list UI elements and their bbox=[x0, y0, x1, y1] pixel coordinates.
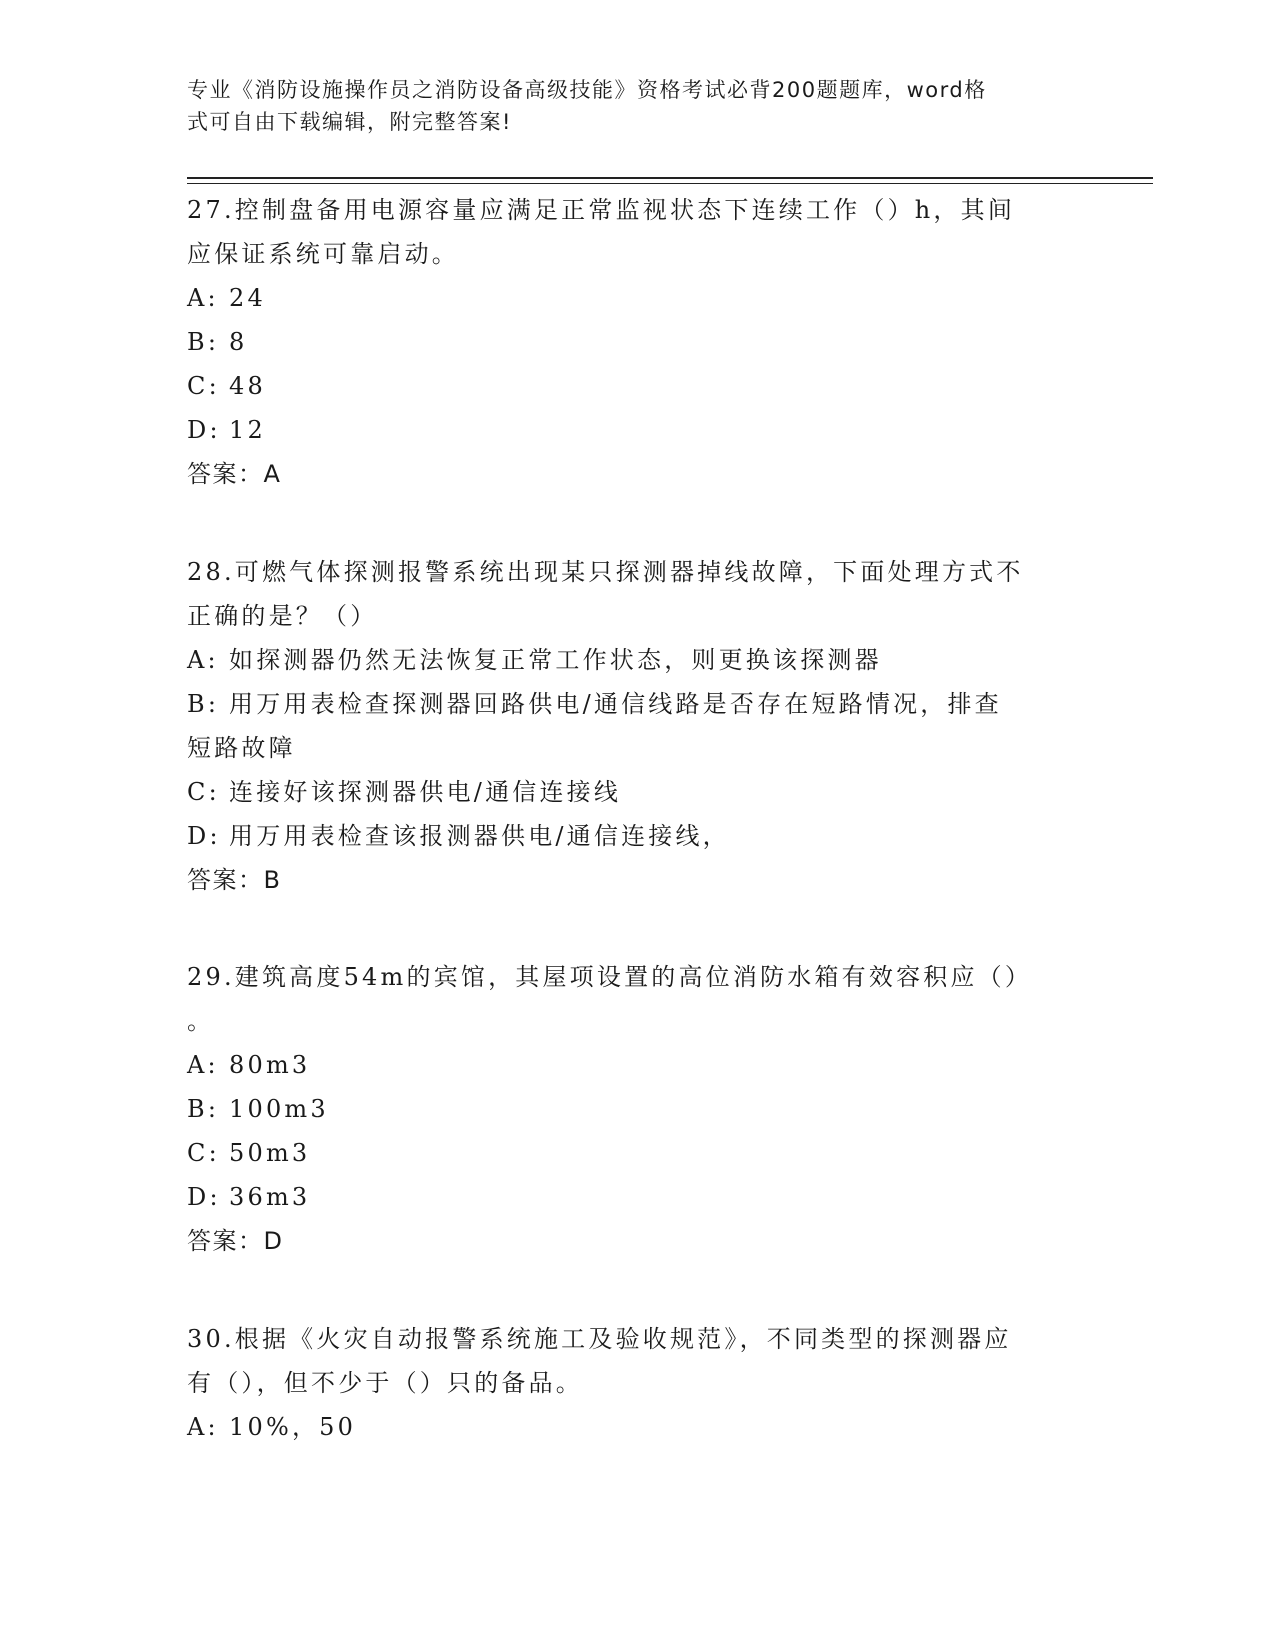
option-text: 用万用表检查该报测器供电/通信连接线， bbox=[229, 822, 730, 850]
option-text: 12 bbox=[229, 416, 266, 444]
option-text: 24 bbox=[229, 284, 266, 312]
question-stem bbox=[187, 1317, 1087, 1405]
header-divider-thin bbox=[187, 183, 1153, 184]
question-stem-line: 。 bbox=[187, 1007, 215, 1035]
option-text: 用万用表检查探测器回路供电/通信线路是否存在短路情况，排查 bbox=[229, 690, 1002, 718]
option-b bbox=[187, 320, 1087, 364]
option-label: A: bbox=[187, 1051, 219, 1079]
option-label: D: bbox=[187, 1183, 221, 1211]
question-stem-line: 28.可燃气体探测报警系统出现某只探测器掉线故障，下面处理方式不 bbox=[187, 558, 1024, 586]
option-label: C: bbox=[187, 372, 220, 400]
option-label: B: bbox=[187, 328, 220, 356]
option-label: C: bbox=[187, 778, 220, 806]
option-label: A: bbox=[187, 646, 219, 674]
option-a bbox=[187, 276, 1087, 320]
question-stem-line: 30.根据《火灾自动报警系统施工及验收规范》，不同类型的探测器应 bbox=[187, 1325, 1012, 1353]
question-29 bbox=[187, 955, 1087, 1263]
option-text: 如探测器仍然无法恢复正常工作状态，则更换该探测器 bbox=[229, 646, 882, 674]
question-stem-line: 正确的是？（） bbox=[187, 602, 378, 630]
option-text-continued: 短路故障 bbox=[187, 734, 296, 762]
option-label: A: bbox=[187, 284, 219, 312]
option-label: D: bbox=[187, 822, 221, 850]
answer: 答案：B bbox=[187, 866, 282, 894]
header-line-1: 专业《消防设施操作员之消防设备高级技能》资格考试必背200题题库，word格 bbox=[187, 78, 987, 102]
option-text: 80m3 bbox=[229, 1051, 311, 1079]
question-stem-line: 应保证系统可靠启动。 bbox=[187, 240, 459, 268]
option-b bbox=[187, 682, 1087, 770]
option-text: 36m3 bbox=[229, 1183, 311, 1211]
option-label: A: bbox=[187, 1413, 219, 1441]
question-stem-line: 有（），但不少于（）只的备品。 bbox=[187, 1369, 583, 1397]
option-a bbox=[187, 1043, 1087, 1087]
option-text: 48 bbox=[229, 372, 266, 400]
option-label: B: bbox=[187, 690, 220, 718]
option-text: 8 bbox=[229, 328, 248, 356]
answer: 答案：A bbox=[187, 460, 282, 488]
option-d bbox=[187, 408, 1087, 452]
question-stem bbox=[187, 955, 1087, 1043]
option-text: 连接好该探测器供电/通信连接线 bbox=[229, 778, 622, 806]
option-b bbox=[187, 1087, 1087, 1131]
option-label: C: bbox=[187, 1139, 220, 1167]
question-stem bbox=[187, 550, 1087, 638]
question-stem-line: 27.控制盘备用电源容量应满足正常监视状态下连续工作（）h，其间 bbox=[187, 196, 1016, 224]
answer: 答案：D bbox=[187, 1227, 284, 1255]
question-27 bbox=[187, 188, 1087, 496]
question-stem-line: 29.建筑高度54m的宾馆，其屋项设置的高位消防水箱有效容积应（） bbox=[187, 963, 1033, 991]
option-d bbox=[187, 814, 1087, 858]
option-d bbox=[187, 1175, 1087, 1219]
option-text: 50m3 bbox=[229, 1139, 311, 1167]
question-stem bbox=[187, 188, 1087, 276]
option-c bbox=[187, 770, 1087, 814]
option-label: D: bbox=[187, 416, 221, 444]
option-c bbox=[187, 364, 1087, 408]
option-text: 100m3 bbox=[229, 1095, 329, 1123]
option-a bbox=[187, 638, 1087, 682]
option-c bbox=[187, 1131, 1087, 1175]
header-line-2: 式可自由下载编辑，附完整答案! bbox=[187, 110, 512, 134]
question-30 bbox=[187, 1317, 1087, 1449]
header-divider-thick bbox=[187, 177, 1153, 179]
document-header bbox=[187, 74, 1067, 138]
option-text: 10%，50 bbox=[229, 1413, 357, 1441]
option-label: B: bbox=[187, 1095, 220, 1123]
option-a bbox=[187, 1405, 1087, 1449]
question-28 bbox=[187, 550, 1087, 902]
